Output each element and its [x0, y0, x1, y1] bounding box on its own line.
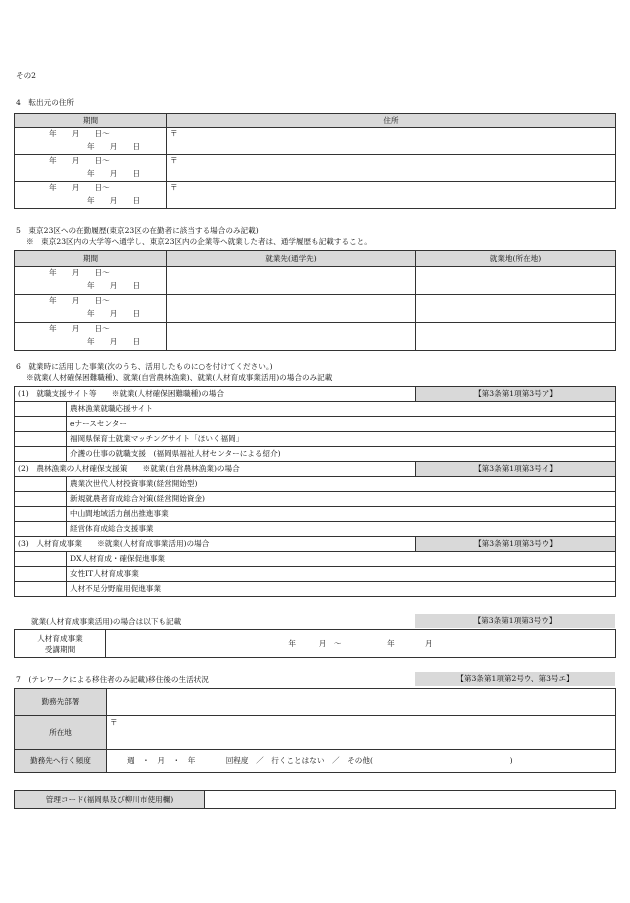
program-group-header: (2) 農林漁業の人材確保支援策 ※就業(自営農林漁業)の場合: [15, 462, 416, 477]
address-cell[interactable]: 〒: [167, 155, 616, 182]
section-4-title: 4 転出元の住所: [16, 98, 74, 107]
program-table: [14, 386, 616, 597]
period-cell[interactable]: 年 月 日〜 年 月 日: [15, 182, 167, 209]
section-7-title: 7 (テレワークによる移住者のみ記載)移住後の生活状況: [16, 675, 209, 684]
checkbox-cell[interactable]: [15, 552, 67, 567]
previous-address-table: [14, 113, 616, 209]
article-ref: 【第3条第1項第3号ア】: [416, 387, 616, 402]
checkbox-cell[interactable]: [15, 567, 67, 582]
period-cell[interactable]: 年 月 日〜 年 月 日: [15, 295, 167, 323]
article-ref: 【第3条第1項第3号イ】: [416, 462, 616, 477]
employer-cell[interactable]: [167, 323, 416, 351]
program-item: 中山間地域活力創出推進事業: [67, 507, 616, 522]
checkbox-cell[interactable]: [15, 507, 67, 522]
period-cell[interactable]: 年 月 日〜 年 月 日: [15, 128, 167, 155]
program-item: 福岡県保育士就業マッチングサイト「ほいく福岡」: [67, 432, 616, 447]
program-item: eナースセンター: [67, 417, 616, 432]
col-period: 期間: [15, 114, 167, 128]
section-5-title: 5 東京23区への在勤履歴(東京23区の在勤者に該当する場合のみ記載): [16, 226, 259, 235]
program-item: 介護の仕事の就職支援 (福岡県福祉人材センターによる紹介): [67, 447, 616, 462]
frequency-field[interactable]: 週 ・ 月 ・ 年 回程度 ／ 行くことはない ／ その他( ): [107, 750, 616, 773]
checkbox-cell[interactable]: [15, 417, 67, 432]
employer-cell[interactable]: [167, 295, 416, 323]
program-item: 農業次世代人材投資事業(経営開始型): [67, 477, 616, 492]
period-cell[interactable]: 年 月 日〜 年 月 日: [15, 267, 167, 295]
address-cell[interactable]: 〒: [167, 182, 616, 209]
article-ref: 【第3条第1項第2号ウ、第3号エ】: [415, 672, 615, 686]
section-6-note: ※就業(人材確保困難職種)、就業(自営農林漁業)、就業(人材育成事業活用)の場合のみ記載: [26, 373, 333, 382]
checkbox-cell[interactable]: [15, 447, 67, 462]
admin-code-label: 管理コード(福岡県及び柳川市使用欄): [15, 791, 205, 809]
checkbox-cell[interactable]: [15, 477, 67, 492]
location-label: 所在地: [15, 716, 107, 750]
program-item: 人材不足分野雇用促進事業: [67, 582, 616, 597]
training-period-table: [14, 629, 616, 658]
program-item: 新規就農者育成総合対策(経営開始資金): [67, 492, 616, 507]
col-address: 住所: [167, 114, 616, 128]
program-group-header: (1) 就職支援サイト等 ※就業(人材確保困難職種)の場合: [15, 387, 416, 402]
checkbox-cell[interactable]: [15, 402, 67, 417]
section-6-title: 6 就業時に活用した事業(次のうち、活用したものに○を付けてください。): [16, 362, 273, 371]
period-cell[interactable]: 年 月 日〜 年 月 日: [15, 155, 167, 182]
address-cell[interactable]: 〒: [167, 128, 616, 155]
checkbox-cell[interactable]: [15, 582, 67, 597]
program-item: 女性IT人材育成事業: [67, 567, 616, 582]
program-item: DX人材育成・確保促進事業: [67, 552, 616, 567]
training-period-value[interactable]: 年 月 〜 年 月: [106, 630, 616, 658]
article-ref: 【第3条第1項第3号ウ】: [415, 614, 615, 628]
location-field[interactable]: 〒: [107, 716, 616, 750]
section-5-note: ※ 東京23区内の大学等へ通学し、東京23区内の企業等へ就業した者は、通学履歴も記載すること。: [26, 237, 372, 246]
training-period-label: 人材育成事業 受講期間: [15, 630, 106, 658]
location-cell[interactable]: [416, 295, 616, 323]
checkbox-cell[interactable]: [15, 432, 67, 447]
page-label: その2: [16, 71, 37, 80]
training-extra-note: 就業(人材育成事業活用)の場合は以下も記載: [31, 617, 182, 626]
employer-cell[interactable]: [167, 267, 416, 295]
program-item: 経営体育成総合支援事業: [67, 522, 616, 537]
col-employer: 就業先(通学先): [167, 251, 416, 267]
location-cell[interactable]: [416, 267, 616, 295]
program-item: 農林漁業就職応援サイト: [67, 402, 616, 417]
telework-status-table: [14, 688, 616, 773]
department-field[interactable]: [107, 689, 616, 716]
col-period: 期間: [15, 251, 167, 267]
location-cell[interactable]: [416, 323, 616, 351]
checkbox-cell[interactable]: [15, 522, 67, 537]
admin-code-table: [14, 790, 616, 809]
period-cell[interactable]: 年 月 日〜 年 月 日: [15, 323, 167, 351]
article-ref: 【第3条第1項第3号ウ】: [416, 537, 616, 552]
frequency-label: 勤務先へ行く頻度: [15, 750, 107, 773]
tokyo-work-history-table: [14, 250, 616, 351]
checkbox-cell[interactable]: [15, 492, 67, 507]
program-group-header: (3) 人材育成事業 ※就業(人材育成事業活用)の場合: [15, 537, 416, 552]
department-label: 勤務先部署: [15, 689, 107, 716]
admin-code-field[interactable]: [205, 791, 616, 809]
col-location: 就業地(所在地): [416, 251, 616, 267]
